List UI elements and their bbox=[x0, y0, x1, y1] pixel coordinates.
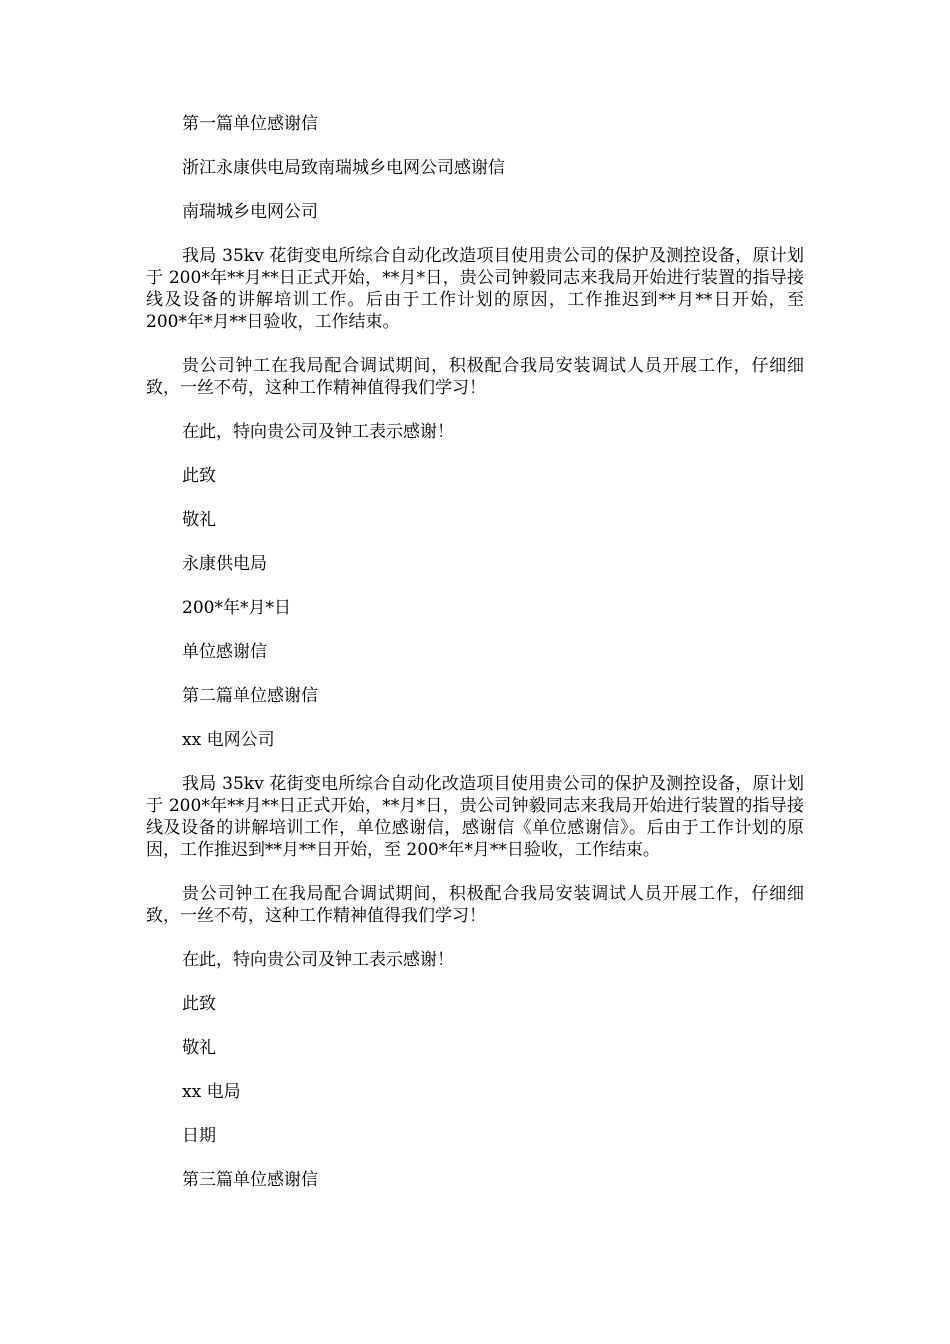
recipient: xx 电网公司 bbox=[182, 730, 275, 750]
body-paragraph: 我局 35kv 花街变电所综合自动化改造项目使用贵公司的保护及测控设备，原计划于 200*年**月**日正式开始，**月*日，贵公司钟毅同志来我局开始进行装置的指导接线及设备的讲解培训工作。后由于工作计划的原因，工作推迟到**月**日开始，至 200*年*月**日验收，工作结束。 bbox=[146, 246, 810, 332]
closing-regards: 敬礼 bbox=[182, 510, 216, 530]
heading-part-two: 第二篇单位感谢信 bbox=[182, 686, 318, 706]
recipient: 南瑞城乡电网公司 bbox=[182, 202, 318, 222]
heading-part-three: 第三篇单位感谢信 bbox=[182, 1170, 318, 1190]
date-line: 日期 bbox=[182, 1126, 216, 1146]
thanks-line: 在此，特向贵公司及钟工表示感谢！ bbox=[182, 950, 454, 970]
letter-title: 浙江永康供电局致南瑞城乡电网公司感谢信 bbox=[182, 158, 505, 178]
body-paragraph: 贵公司钟工在我局配合调试期间，积极配合我局安装调试人员开展工作，仔细细致，一丝不苟，这种工作精神值得我们学习！ bbox=[146, 356, 804, 398]
section-label: 单位感谢信 bbox=[182, 642, 267, 662]
body-paragraph: 贵公司钟工在我局配合调试期间，积极配合我局安装调试人员开展工作，仔细细致，一丝不苟，这种工作精神值得我们学习！ bbox=[146, 884, 804, 926]
signature: xx 电局 bbox=[182, 1082, 241, 1102]
body-paragraph: 我局 35kv 花街变电所综合自动化改造项目使用贵公司的保护及测控设备，原计划于 200*年**月**日正式开始，**月*日，贵公司钟毅同志来我局开始进行装置的指导接线及设备的讲解培训工作，单位感谢信，感谢信《单位感谢信》。后由于工作计划的原因，工作推迟到**月**日开始，至 200*年*月**日验收，工作结束。 bbox=[146, 774, 804, 860]
closing-salutation: 此致 bbox=[182, 466, 216, 486]
signature: 永康供电局 bbox=[182, 554, 267, 574]
date-line: 200*年*月*日 bbox=[182, 598, 291, 618]
closing-regards: 敬礼 bbox=[182, 1038, 216, 1058]
heading-part-one: 第一篇单位感谢信 bbox=[182, 114, 318, 134]
thanks-line: 在此，特向贵公司及钟工表示感谢！ bbox=[182, 422, 454, 442]
closing-salutation: 此致 bbox=[182, 994, 216, 1014]
document-page bbox=[146, 113, 810, 1191]
